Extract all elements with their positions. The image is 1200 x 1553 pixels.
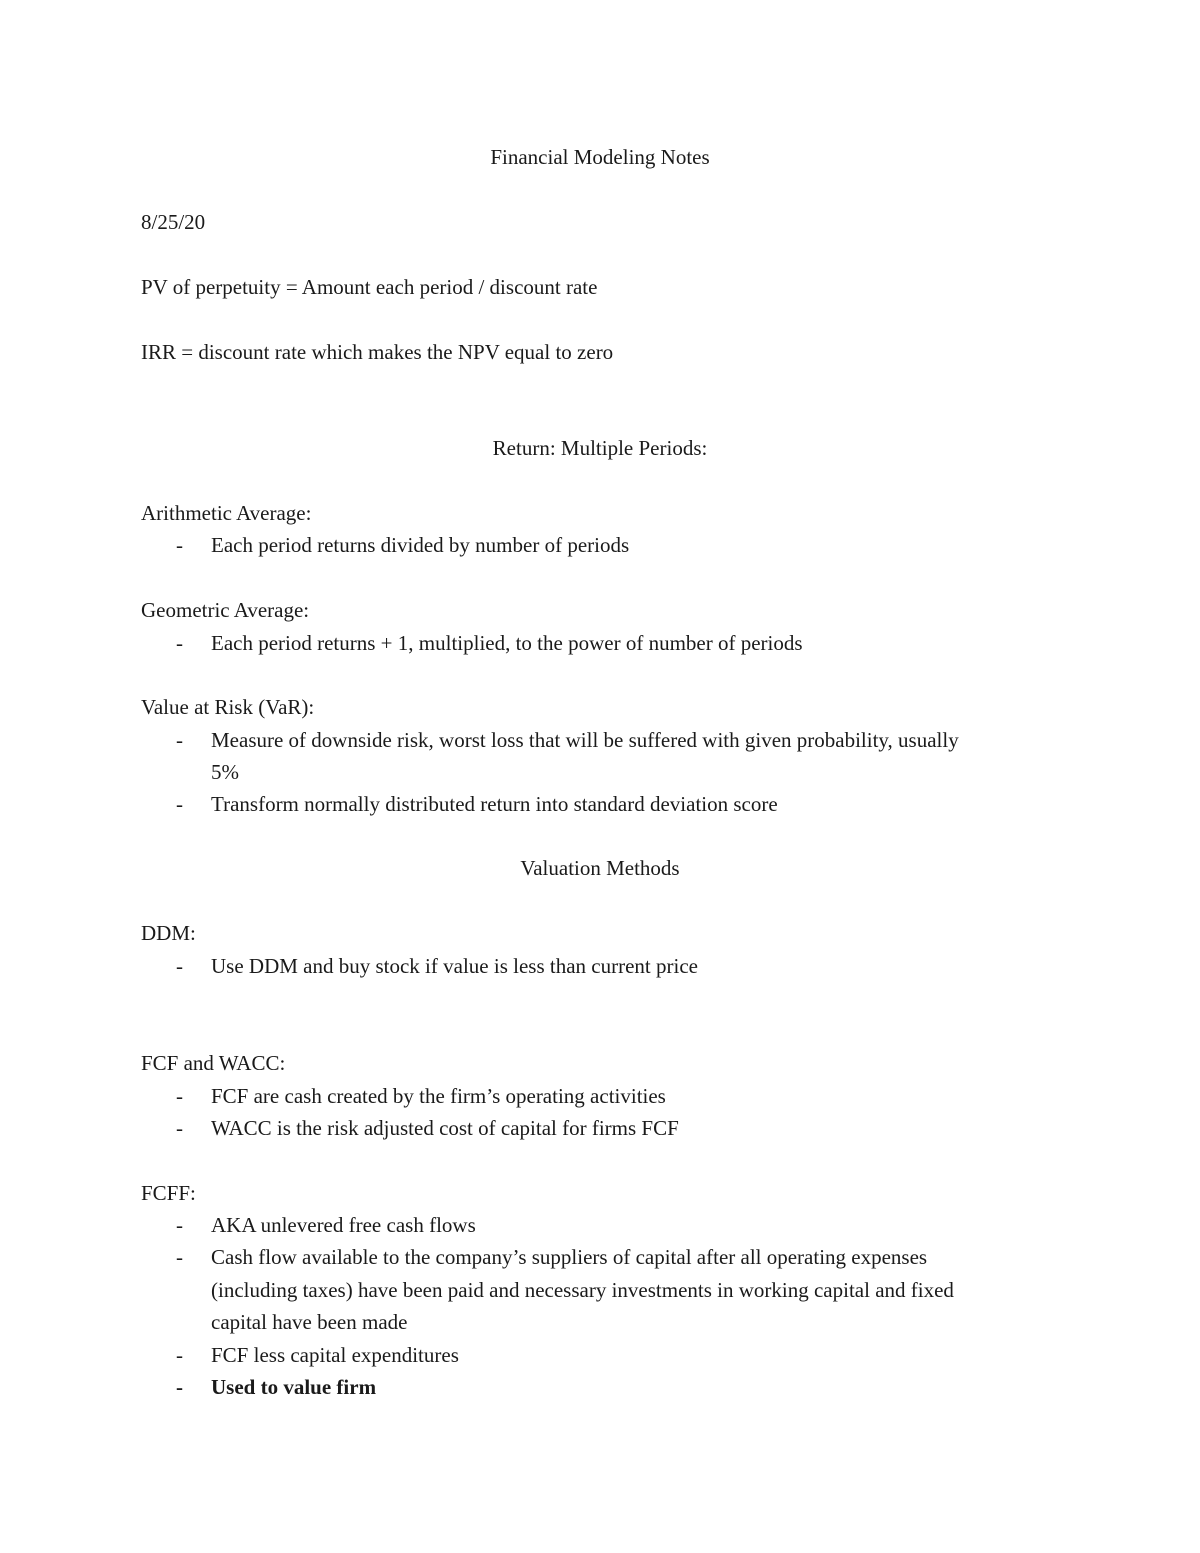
geometric-average-item: Each period returns + 1, multiplied, to the power of number of periods bbox=[211, 631, 803, 655]
bullet-dash: - bbox=[176, 954, 183, 978]
fcff-item: FCF less capital expenditures bbox=[211, 1343, 459, 1367]
geometric-average-label: Geometric Average: bbox=[141, 598, 310, 622]
var-item: Transform normally distributed return into standard deviation score bbox=[211, 792, 778, 816]
fcf-wacc-item: WACC is the risk adjusted cost of capital for firms FCF bbox=[211, 1116, 679, 1140]
fcff-item-line: Cash flow available to the company’s suppliers of capital after all operating expenses bbox=[211, 1245, 928, 1269]
fcff-item: AKA unlevered free cash flows bbox=[211, 1213, 476, 1237]
var-label: Value at Risk (VaR): bbox=[141, 695, 315, 719]
bullet-dash: - bbox=[176, 792, 183, 816]
bullet-dash: - bbox=[176, 1343, 183, 1367]
fcf-wacc-label: FCF and WACC: bbox=[141, 1051, 286, 1075]
bullet-dash: - bbox=[176, 533, 183, 557]
ddm-item: Use DDM and buy stock if value is less than current price bbox=[211, 954, 698, 978]
irr-formula: IRR = discount rate which makes the NPV equal to zero bbox=[141, 340, 614, 364]
fcf-wacc-item: FCF are cash created by the firm’s operating activities bbox=[211, 1084, 666, 1108]
perpetuity-formula: PV of perpetuity = Amount each period / discount rate bbox=[141, 275, 598, 299]
bullet-dash: - bbox=[176, 1116, 183, 1140]
bullet-dash: - bbox=[176, 1375, 183, 1399]
bullet-dash: - bbox=[176, 1245, 183, 1269]
bullet-dash: - bbox=[176, 1084, 183, 1108]
ddm-label: DDM: bbox=[141, 921, 196, 945]
arithmetic-average-item: Each period returns divided by number of periods bbox=[211, 533, 630, 557]
document-title: Financial Modeling Notes bbox=[490, 145, 710, 169]
returns-section-heading: Return: Multiple Periods: bbox=[492, 436, 708, 460]
note-date: 8/25/20 bbox=[141, 210, 206, 234]
valuation-section-heading: Valuation Methods bbox=[520, 856, 680, 880]
bullet-dash: - bbox=[176, 728, 183, 752]
fcff-item-line: (including taxes) have been paid and necessary investments in working capital and fixed bbox=[211, 1278, 954, 1302]
var-item-line: Measure of downside risk, worst loss that will be suffered with given probability, usually bbox=[211, 728, 959, 752]
bullet-dash: - bbox=[176, 1213, 183, 1237]
bullet-dash: - bbox=[176, 631, 183, 655]
var-item-line: 5% bbox=[211, 760, 239, 784]
fcff-label: FCFF: bbox=[141, 1181, 196, 1205]
fcff-item-line: capital have been made bbox=[211, 1310, 408, 1334]
fcff-item-bold: Used to value firm bbox=[211, 1375, 377, 1399]
arithmetic-average-label: Arithmetic Average: bbox=[141, 501, 312, 525]
